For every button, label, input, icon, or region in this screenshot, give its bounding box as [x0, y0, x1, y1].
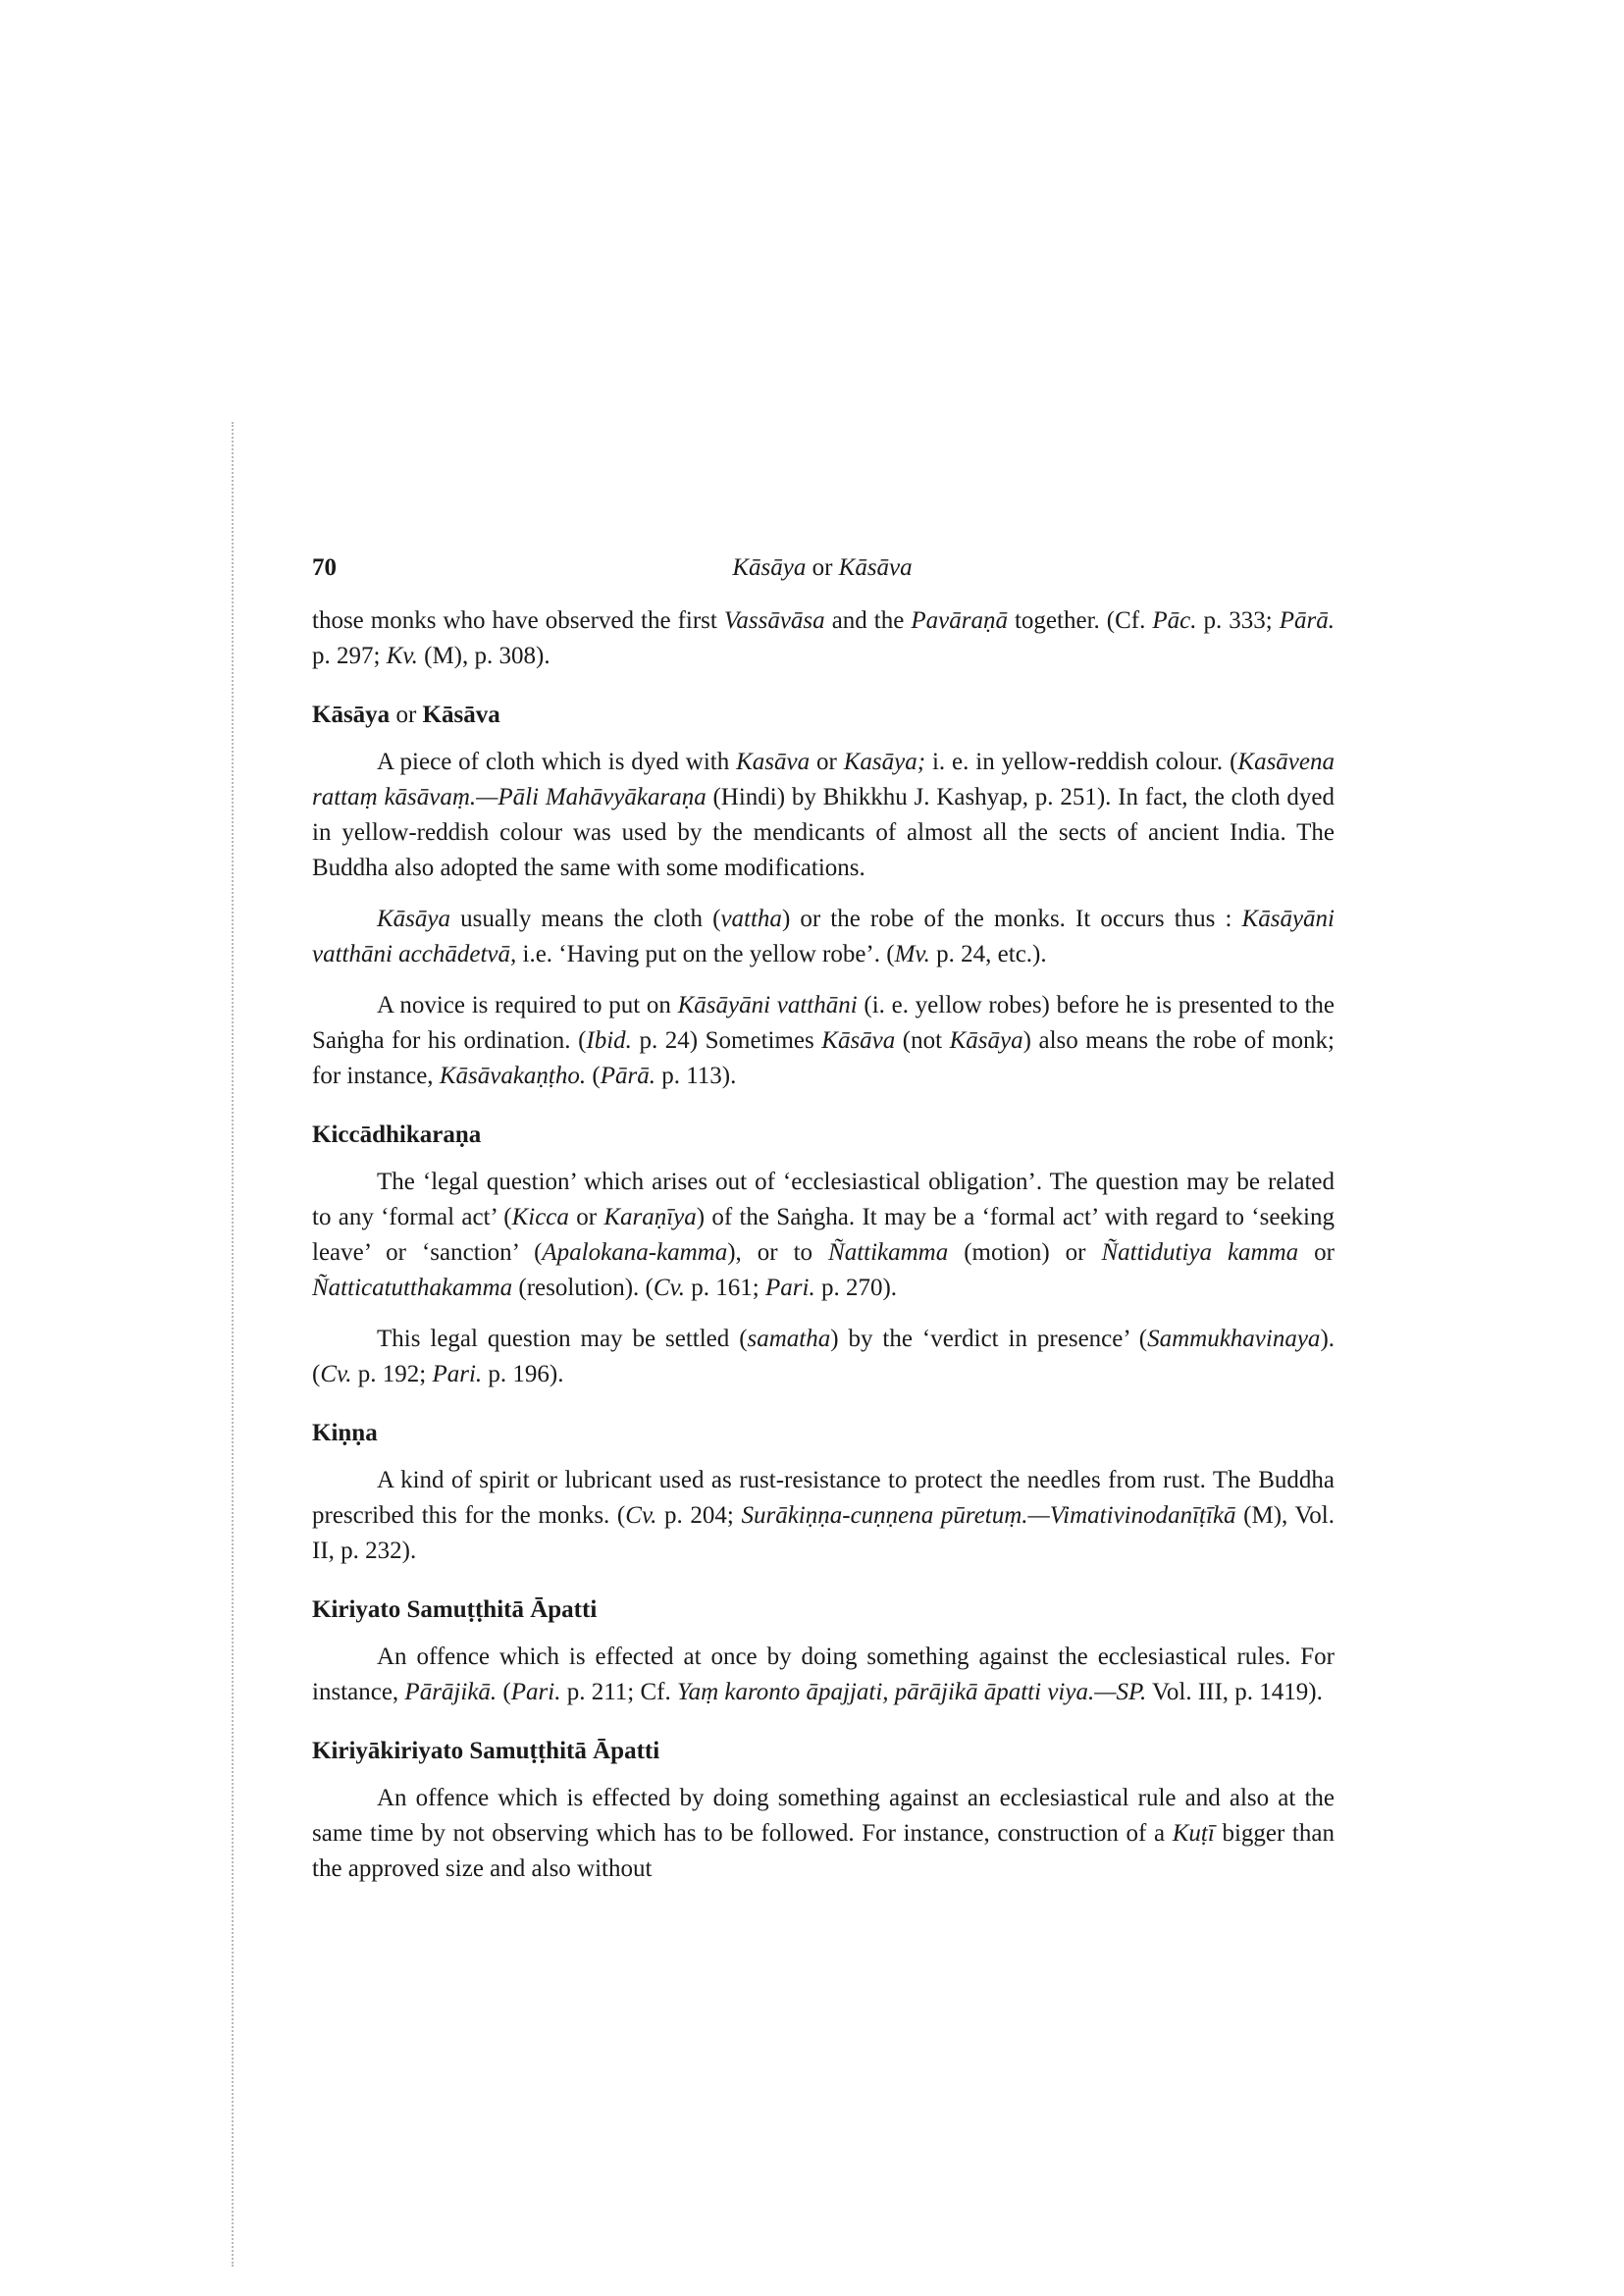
entry-paragraph: An offence which is effected at once by doing something against the ecclesiastical rules. For instance, Pārājikā. (Pari. p. 211; Cf. Yaṃ karonto āpajjati, pārājikā āpatti viya.—SP. Vol. III, p. 1419).	[312, 1644, 1335, 1705]
entry-paragraph: This legal question may be settled (samatha) by the ‘verdict in presence’ (Sammukhavinaya). (Cv. p. 192; Pari. p. 196).	[312, 1326, 1336, 1387]
entry-paragraph: A novice is required to put on Kāsāyāni vatthāni (i. e. yellow robes) before he is presented to the Saṅgha for his ordination. (Ibid. p. 24) Sometimes Kāsāva (not Kāsāya) also means the robe of monk; for instance, Kāsāvakaṇṭho. (Pārā. p. 113).	[312, 992, 1335, 1089]
entry-heading-kasaya: Kāsāya or Kāsāva	[312, 702, 500, 728]
page-number: 70	[312, 554, 337, 581]
entry-heading-kinna: Kiṇṇa	[312, 1420, 378, 1446]
continuation-paragraph: those monks who have observed the first Vassāvāsa and the Pavāraṇā together. (Cf. Pāc. p. 333; Pārā. p. 297; Kv. (M), p. 308).	[312, 607, 1335, 669]
entry-heading-kiriyakiriyato: Kiriyākiriyato Samuṭṭhitā Āpatti	[312, 1738, 660, 1764]
entry-heading-kiccadhikarana: Kiccādhikaraṇa	[312, 1122, 482, 1148]
running-title-term-b: Kāsāva	[838, 554, 913, 581]
scan-edge-line	[232, 422, 234, 2267]
entry-paragraph: A piece of cloth which is dyed with Kasāva or Kasāya; i. e. in yellow-reddish colour. (Kasāvena rattaṃ kāsāvaṃ.—Pāli Mahāvyākaraṇa (Hindi) by Bhikkhu J. Kashyap, p. 251). In fact, the cloth dyed in yellow-reddish colour was used by the mendicants of almost all the sects of ancient India. The Buddha also adopted the same with some modifications.	[312, 749, 1336, 881]
running-title-or: or	[812, 554, 833, 581]
entry-paragraph: The ‘legal question’ which arises out of ‘ecclesiastical obligation’. The question may be related to any ‘formal act’ (Kicca or Karaṇīya) of the Saṅgha. It may be a ‘formal act’ with regard to ‘seeking leave’ or ‘sanction’ (Apalokana-kamma), or to Ñattikamma (motion) or Ñattidutiya kamma or Ñatticatutthakamma (resolution). (Cv. p. 161; Pari. p. 270).	[312, 1169, 1335, 1301]
entry-paragraph: An offence which is effected by doing something against an ecclesiastical rule and also at the same time by not observing which has to be followed. For instance, construction of a Kuṭī bigger than the approved size and also without	[312, 1785, 1335, 1882]
entry-paragraph: A kind of spirit or lubricant used as rust-resistance to protect the needles from rust. The Buddha prescribed this for the monks. (Cv. p. 204; Surākiṇṇa-cuṇṇena pūretuṃ.—Vimativinodanīṭīkā (M), Vol. II, p. 232).	[312, 1467, 1335, 1564]
page-body	[312, 603, 1335, 1903]
running-title	[312, 554, 1333, 582]
running-title-term-a: Kāsāya	[732, 554, 807, 581]
page-header	[312, 554, 1333, 594]
entry-paragraph: Kāsāya usually means the cloth (vattha) or the robe of the monks. It occurs thus : Kāsāyāni vatthāni acchādetvā, i.e. ‘Having put on the yellow robe’. (Mv. p. 24, etc.).	[312, 906, 1335, 967]
entry-heading-kiriyato: Kiriyato Samuṭṭhitā Āpatti	[312, 1596, 598, 1623]
